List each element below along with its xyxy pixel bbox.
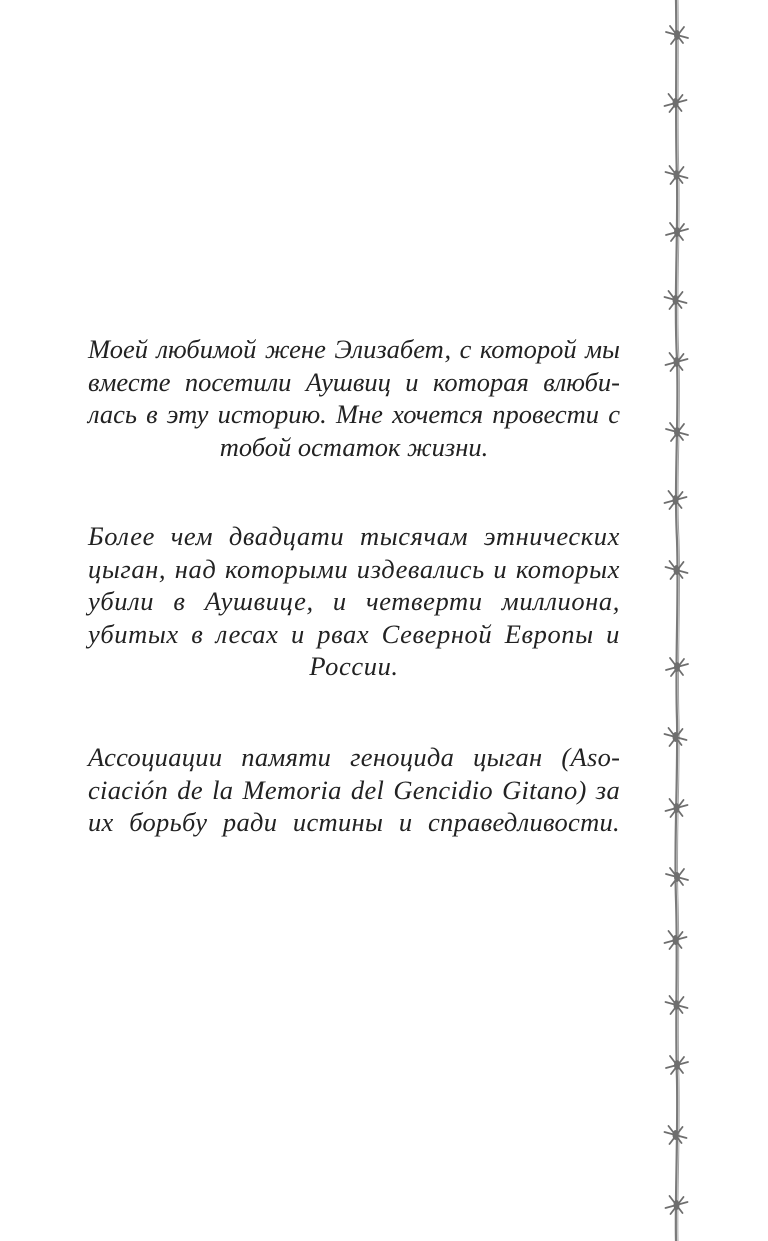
barb-icon	[666, 868, 688, 886]
dedication-association: Ассоциации памяти геноцида цыган (Asociación de la Memoria del Gencidio Gitano) за их борьбу ради истины и справедливости.	[88, 742, 620, 837]
barb-icon	[665, 931, 687, 949]
barb-icon	[665, 1126, 687, 1144]
barbed-wire-decoration	[646, 0, 706, 1241]
barbed-wire-strand	[675, 0, 677, 1241]
barb-icon	[665, 728, 687, 746]
dedication-wife: Моей любимой жене Элизабет, с которой мы вместе посетили Аушвиц и которая влюбилась в эту историю. Мне хочется провести с тобой остаток жизни.	[88, 334, 620, 462]
dedication-roma-victims: Более чем двадцати тысячам этнических цыган, над которыми издевались и которых убили в Аушвице, и четверти миллиона, убитых в лесах и рвах Северной Европы и России.	[88, 521, 620, 681]
